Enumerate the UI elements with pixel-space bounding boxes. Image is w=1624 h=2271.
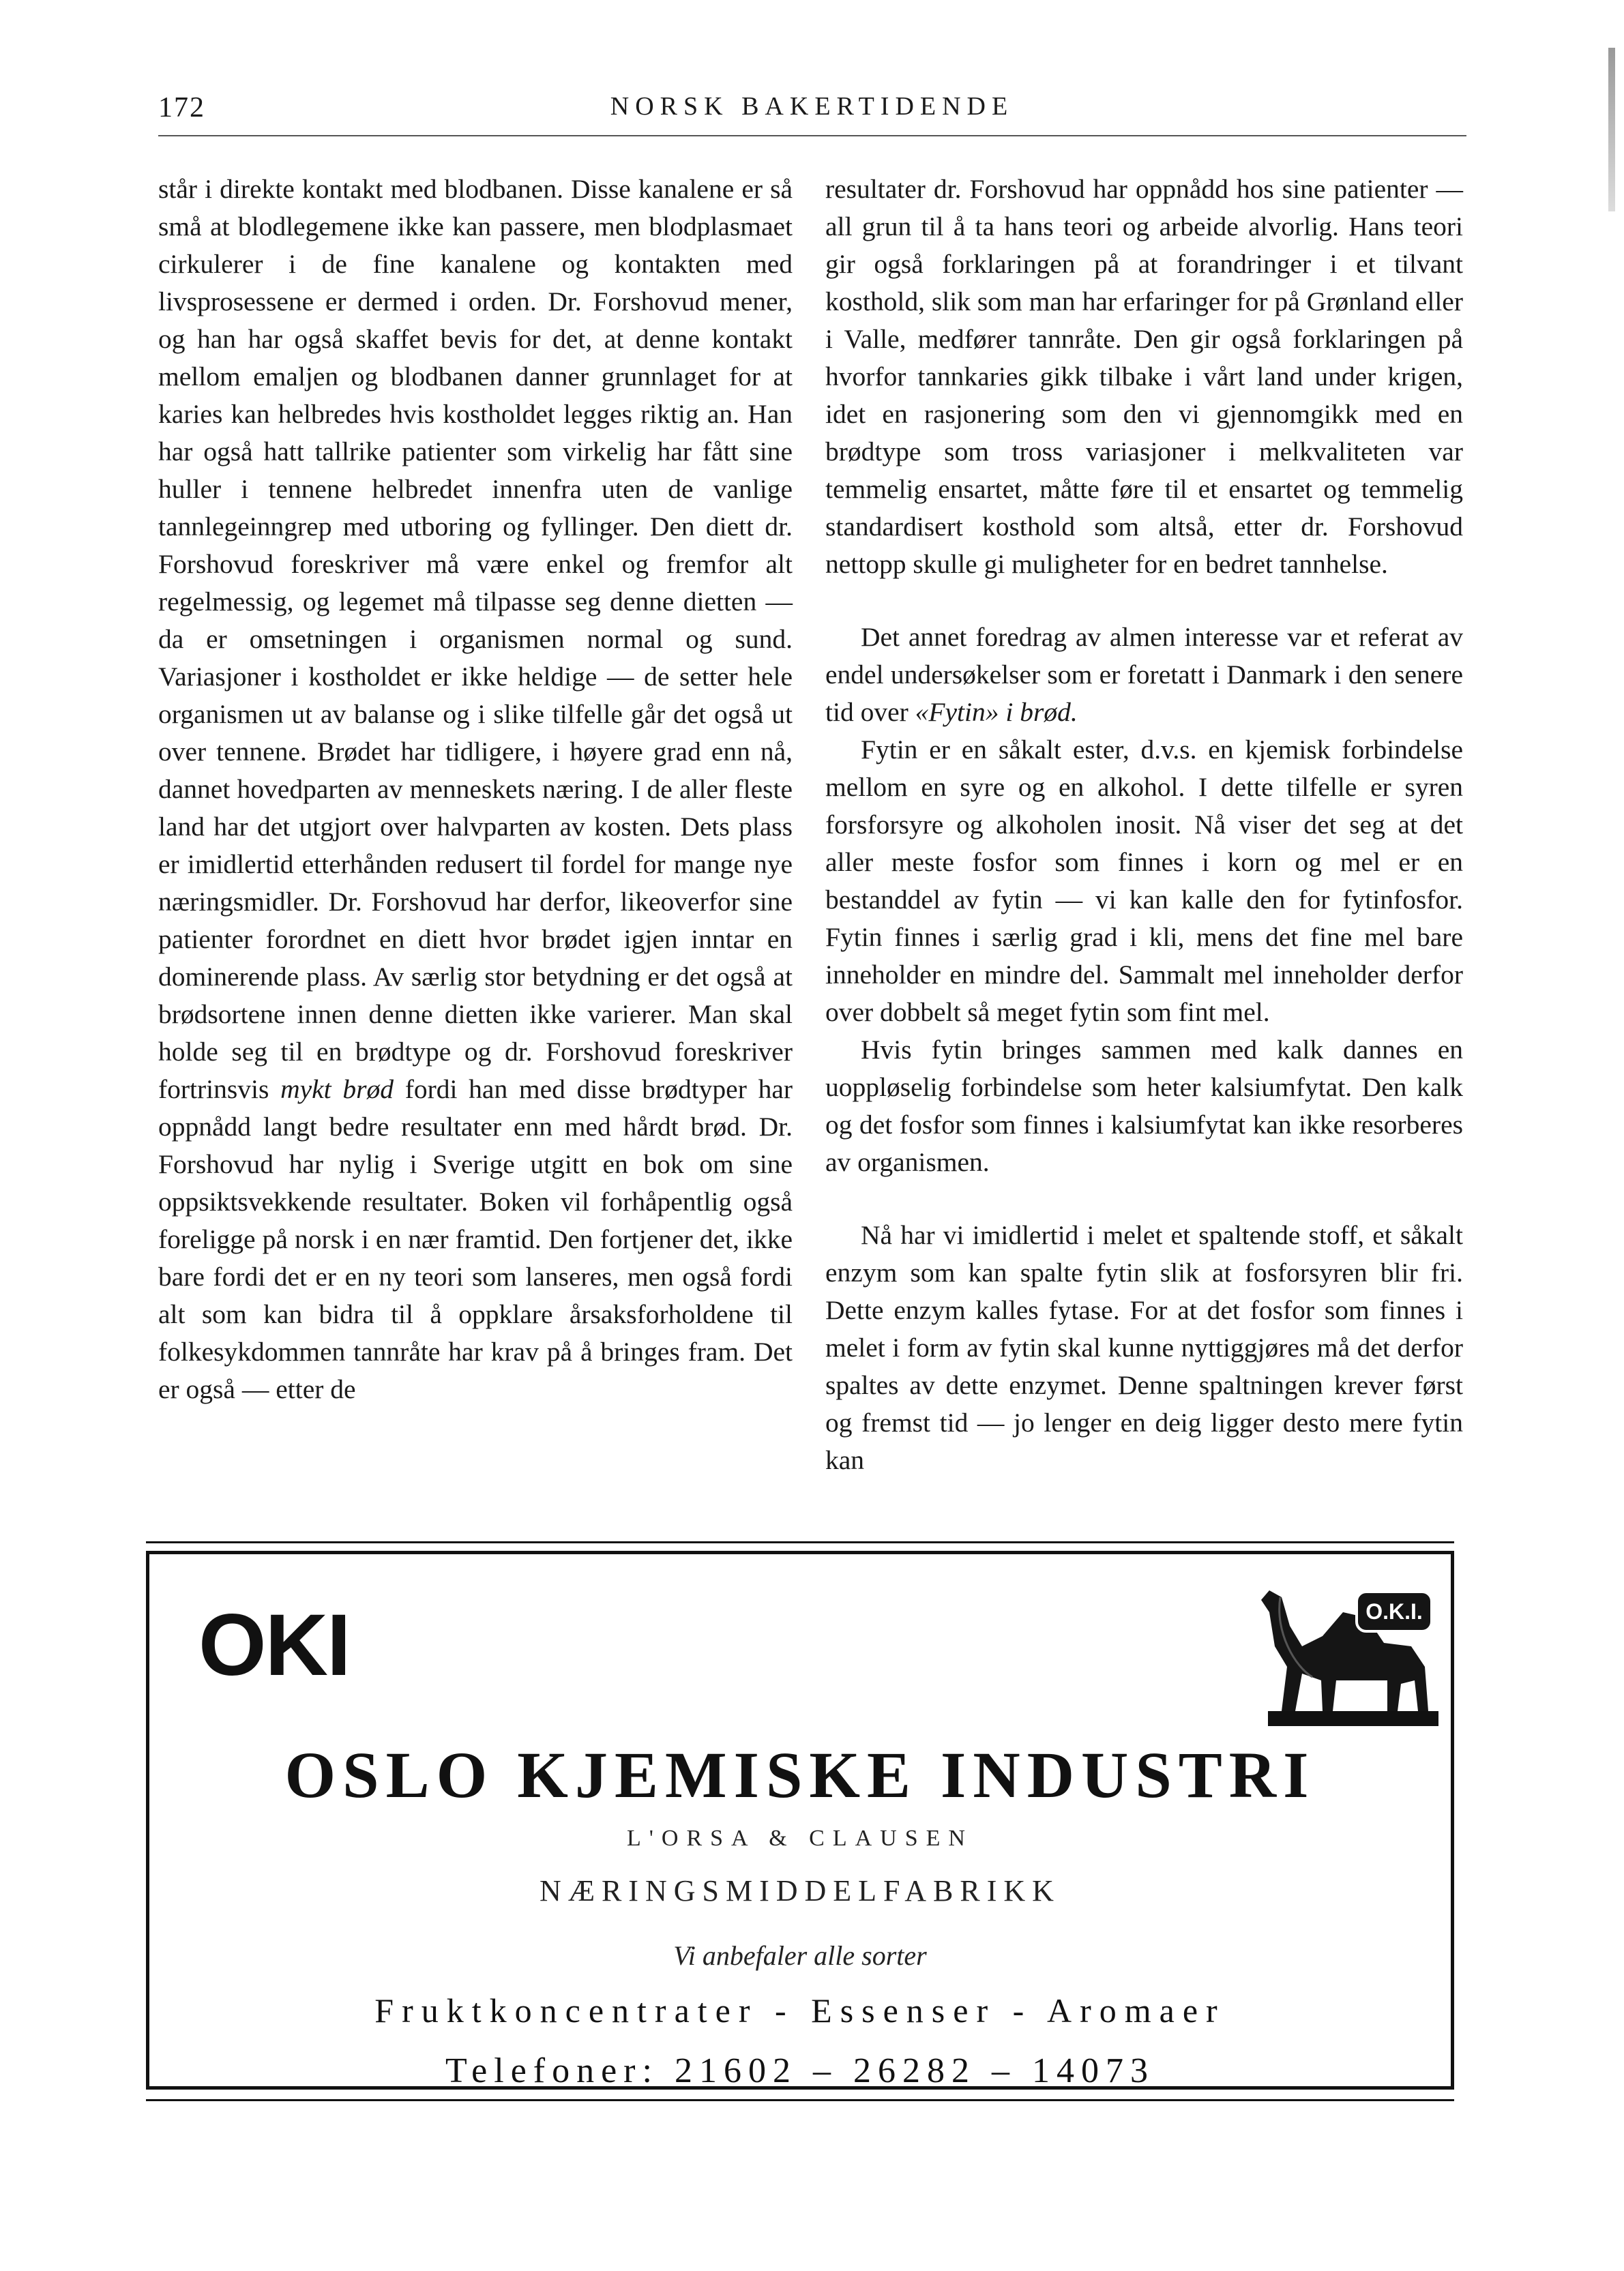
camel-badge-text: O.K.I. xyxy=(1365,1599,1423,1624)
right-paragraph-5: Nå har vi imidlertid i melet et spaltende stoff, et såkalt enzym som kan spalte fytin slik at fosforsyren blir fri. Dette enzym kalles fytase. For at det fosfor som finnes i melet i form av fytin skal kunne nyttiggjøres må det derfor spaltes av dette enzymet. Denne spaltningen krever først og fremst tid — jo lenger en deig ligger desto mere fytin kan xyxy=(825,1220,1463,1475)
right-paragraph-1: resultater dr. Forshovud har oppnådd hos sine patienter — all grun til å ta hans teori og arbeide alvorlig. Hans teori gir også forklaringen på at forandringer i et tilvant kosthold, slik som man har erfaringer for på Grønland eller i Valle, medfører tannråte. Den gir også forklaringen på hvorfor tannkaries gikk tilbake i vårt land under krigen, idet en rasjonering som den vi gjennomgikk med en brødtype som tross variasjoner i melkvaliteten var temmelig ensartet, måtte føre til et ensartet og temmelig standardisert kosthold som altså, etter dr. Forshovud nettopp skulle gi muligheter for en bedret tannhelse. xyxy=(825,174,1463,579)
camel-logo-icon xyxy=(1254,1564,1449,1735)
scan-edge-mark xyxy=(1608,48,1615,211)
oki-logo: OKI xyxy=(198,1597,350,1694)
right-paragraph-2-text: Det annet foredrag av almen interesse var et referat av endel undersøkelser som er foretatt i Danmark i den senere tid over xyxy=(825,622,1463,727)
ad-slogan: Vi anbefaler alle sorter xyxy=(673,1940,927,1971)
company-partners: L'ORSA & CLAUSEN xyxy=(627,1826,973,1851)
company-name: OSLO KJEMISKE INDUSTRI xyxy=(284,1738,1316,1811)
ad-bottom-rule xyxy=(146,2099,1454,2101)
right-paragraph-3: Fytin er en såkalt ester, d.v.s. en kjemisk forbindelse mellom en syre og en alkohol. I dette tilfelle er syren forsforsyre og alkoholen inosit. Nå viser det seg at det aller meste fosfor som finnes i korn og mel er en bestanddel av fytin — vi kan kalle den for fytinfosfor. Fytin finnes i særlig grad i kli, mens det fine mel bare inneholder en mindre del. Sammalt mel inneholder derfor over dobbelt så meget fytin som fint mel. xyxy=(825,734,1463,1027)
emphasis-fytin-i-brod: «Fytin» i brød. xyxy=(915,697,1078,727)
left-paragraph xyxy=(158,170,793,1408)
running-head: NORSK BAKERTIDENDE xyxy=(610,92,1014,121)
right-paragraph-4: Hvis fytin bringes sammen med kalk dannes en uoppløselig forbindelse som heter kalsiumfytat. Den kalk og det fosfor som finnes i kalsiumfytat kan ikke resorberes av organismen. xyxy=(825,1035,1463,1177)
header-rule xyxy=(158,135,1466,136)
company-type: NÆRINGSMIDDELFABRIKK xyxy=(540,1874,1061,1908)
left-text-2: fordi han med disse brødtyper har oppnådd langt bedre resultater enn med hårdt brød. Dr. Forshovud har nylig i Sverige utgitt en bok om sine oppsiktsvekkende resultater. Boken vil forhåpentlig også foreligge på norsk i en nær framtid. Den fortjener det, ikke bare fordi det er en ny teori som lanseres, men også fordi alt som kan bidra til å oppklare årsaksforholdene til folkesykdommen tannråte har krav på å bringes fram. Det er også — etter de xyxy=(158,1074,793,1404)
advertisement-box xyxy=(146,1551,1454,2090)
ad-phone-numbers: Telefoner: 21602 – 26282 – 14073 xyxy=(445,2051,1155,2090)
ad-top-rule xyxy=(146,1541,1454,1543)
page-number: 172 xyxy=(158,92,205,123)
left-column xyxy=(158,170,793,1408)
ad-products: Fruktkoncentrater - Essenser - Aromaer xyxy=(374,1991,1226,2030)
emphasis-mykt-brod: mykt brød xyxy=(280,1074,394,1104)
left-text-1: står i direkte kontakt med blodbanen. Disse kanalene er så små at blodlegemene ikke kan passere, men blodplasmaet cirkulerer i de fine kanalene og kontakten med livsprosessene er dermed i orden. Dr. Forshovud mener, og han har også skaffet bevis for det, at denne kontakt mellom emaljen og blodbanen danner grunnlaget for at karies kan helbredes hvis kostholdet legges riktig an. Han har også hatt tallrike patienter som virkelig har fått sine huller i tennene helbredet innenfra uten de vanlige tannlegeinngrep med utboring og fyllinger. Den diett dr. Forshovud foreskriver må være enkel og fremfor alt regelmessig, og legemet må tilpasse seg denne dietten — da er omsetningen i organismen normal og sund. Variasjoner i kostholdet er ikke heldige — de setter hele organismen ut av balanse og i slike tilfelle går det også ut over tennene. Brødet har tidligere, i høyere grad enn nå, dannet hovedparten av menneskets næring. I de aller fleste land har det utgjort over halvparten av kosten. Dets plass er imidlertid etterhånden redusert til fordel for mange nye næringsmidler. Dr. Forshovud har derfor, likeoverfor sine patienter forordnet en diett hvor brødet igjen inntar en dominerende plass. Av særlig stor betydning er det også at brødsortene innen denne dietten ikke varierer. Man skal holde seg til en brødtype og dr. Forshovud foreskriver fortrinsvis xyxy=(158,174,793,1104)
right-paragraph-2 xyxy=(825,619,1463,731)
right-column xyxy=(825,170,1463,1479)
